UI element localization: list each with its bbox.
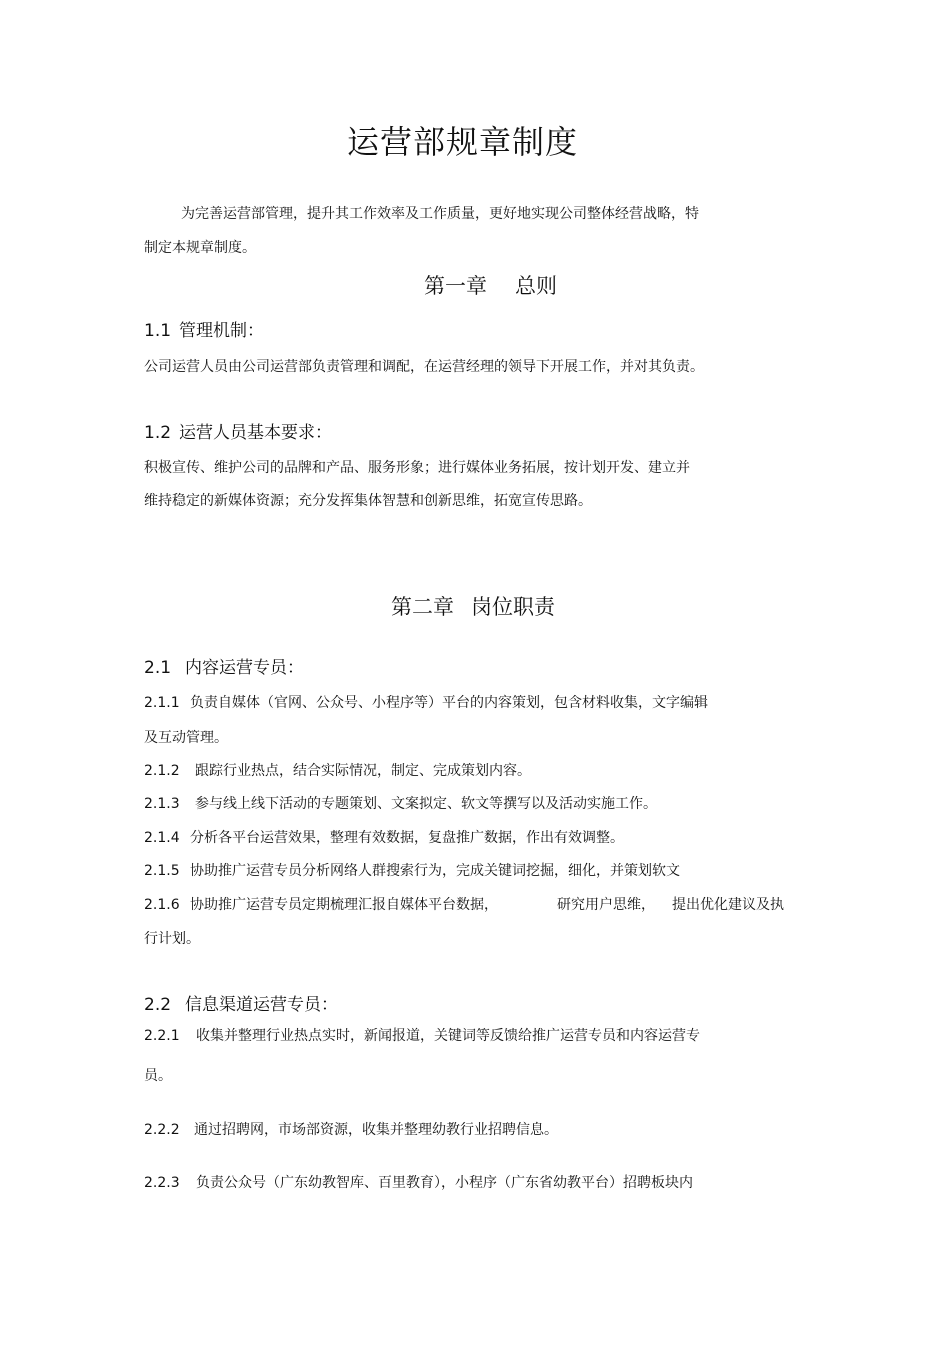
item-2-1-1 (144, 696, 708, 710)
item-2-1-3 (144, 797, 657, 811)
intro-line-1: 为完善运营部管理，提升其工作效率及工作质量，更好地实现公司整体经营战略，特 (181, 206, 699, 222)
item-2-2-3-text: 负责公众号（广东幼教智库、百里教育），小程序（广东省幼教平台）招聘板块内 (196, 1175, 693, 1191)
document-title: 运营部规章制度 (346, 123, 578, 161)
item-2-1-6 (144, 898, 498, 912)
chapter-2-name: 岗位职责 (471, 595, 555, 619)
item-2-2-1-number: 2.2.1 (144, 1028, 180, 1044)
item-2-2-2 (144, 1123, 558, 1137)
item-2-1-6-number: 2.1.6 (144, 897, 180, 913)
section-1-1-line-1: 公司运营人员由公司运营部负责管理和调配，在运营经理的领导下开展工作，并对其负责。 (144, 359, 704, 375)
item-2-1-2-number: 2.1.2 (144, 763, 180, 779)
item-2-1-6-text-a: 协助推广运营专员定期梳理汇报自媒体平台数据， (190, 897, 498, 913)
item-2-2-1 (144, 1029, 700, 1043)
item-2-2-3-number: 2.2.3 (144, 1175, 180, 1191)
item-2-1-2 (144, 764, 531, 778)
item-2-1-5 (144, 864, 680, 878)
section-2-1-number: 2.1 (144, 658, 172, 678)
section-1-2-line-2: 维持稳定的新媒体资源；充分发挥集体智慧和创新思维，拓宽宣传思路。 (144, 493, 592, 509)
item-2-1-5-text: 协助推广运营专员分析网络人群搜索行为，完成关键词挖掘，细化，并策划软文 (190, 863, 680, 879)
item-2-1-6-continuation: 行计划。 (144, 931, 200, 947)
intro-line-2: 制定本规章制度。 (144, 240, 256, 256)
section-1-1-number: 1.1 (144, 321, 172, 341)
section-1-2-line-1: 积极宣传、维护公司的品牌和产品、服务形象；进行媒体业务拓展，按计划开发、建立并 (144, 460, 690, 476)
section-2-2-title: 信息渠道运营专员： (185, 995, 339, 1015)
item-2-1-2-text: 跟踪行业热点，结合实际情况，制定、完成策划内容。 (195, 763, 531, 779)
chapter-1-heading (424, 276, 557, 297)
chapter-2-number: 第二章 (391, 595, 454, 619)
section-1-1-heading (144, 323, 264, 340)
item-2-1-3-number: 2.1.3 (144, 796, 180, 812)
section-2-1-heading (144, 660, 304, 677)
item-2-2-2-text: 通过招聘网，市场部资源，收集并整理幼教行业招聘信息。 (194, 1122, 558, 1138)
item-2-1-6-text-b: 研究用户思维， (557, 897, 655, 913)
item-2-1-3-text: 参与线上线下活动的专题策划、文案拟定、软文等撰写以及活动实施工作。 (195, 796, 657, 812)
item-2-2-1-continuation: 员。 (144, 1068, 172, 1084)
item-2-1-4-number: 2.1.4 (144, 830, 180, 846)
item-2-2-3 (144, 1176, 693, 1190)
section-2-2-heading (144, 997, 338, 1014)
item-2-1-4 (144, 831, 624, 845)
section-2-1-title: 内容运营专员： (185, 658, 305, 678)
item-2-1-5-number: 2.1.5 (144, 863, 180, 879)
chapter-1-name: 总则 (515, 274, 557, 298)
section-1-2-heading (144, 425, 332, 442)
section-1-2-number: 1.2 (144, 423, 172, 443)
item-2-1-1-text: 负责自媒体（官网、公众号、小程序等）平台的内容策划，包含材料收集，文字编辑 (190, 695, 708, 711)
item-2-1-1-number: 2.1.1 (144, 695, 180, 711)
chapter-1-number: 第一章 (424, 274, 487, 298)
section-1-2-title: 运营人员基本要求： (179, 423, 333, 443)
section-2-2-number: 2.2 (144, 995, 172, 1015)
item-2-1-1-continuation: 及互动管理。 (144, 730, 228, 746)
item-2-1-4-text: 分析各平台运营效果，整理有效数据，复盘推广数据，作出有效调整。 (190, 830, 624, 846)
item-2-1-6-text-c: 提出优化建议及执 (672, 897, 784, 913)
item-2-2-2-number: 2.2.2 (144, 1122, 180, 1138)
section-1-1-title: 管理机制： (179, 321, 265, 341)
chapter-2-heading (391, 597, 555, 618)
item-2-2-1-text: 收集并整理行业热点实时，新闻报道，关键词等反馈给推广运营专员和内容运营专 (196, 1028, 700, 1044)
